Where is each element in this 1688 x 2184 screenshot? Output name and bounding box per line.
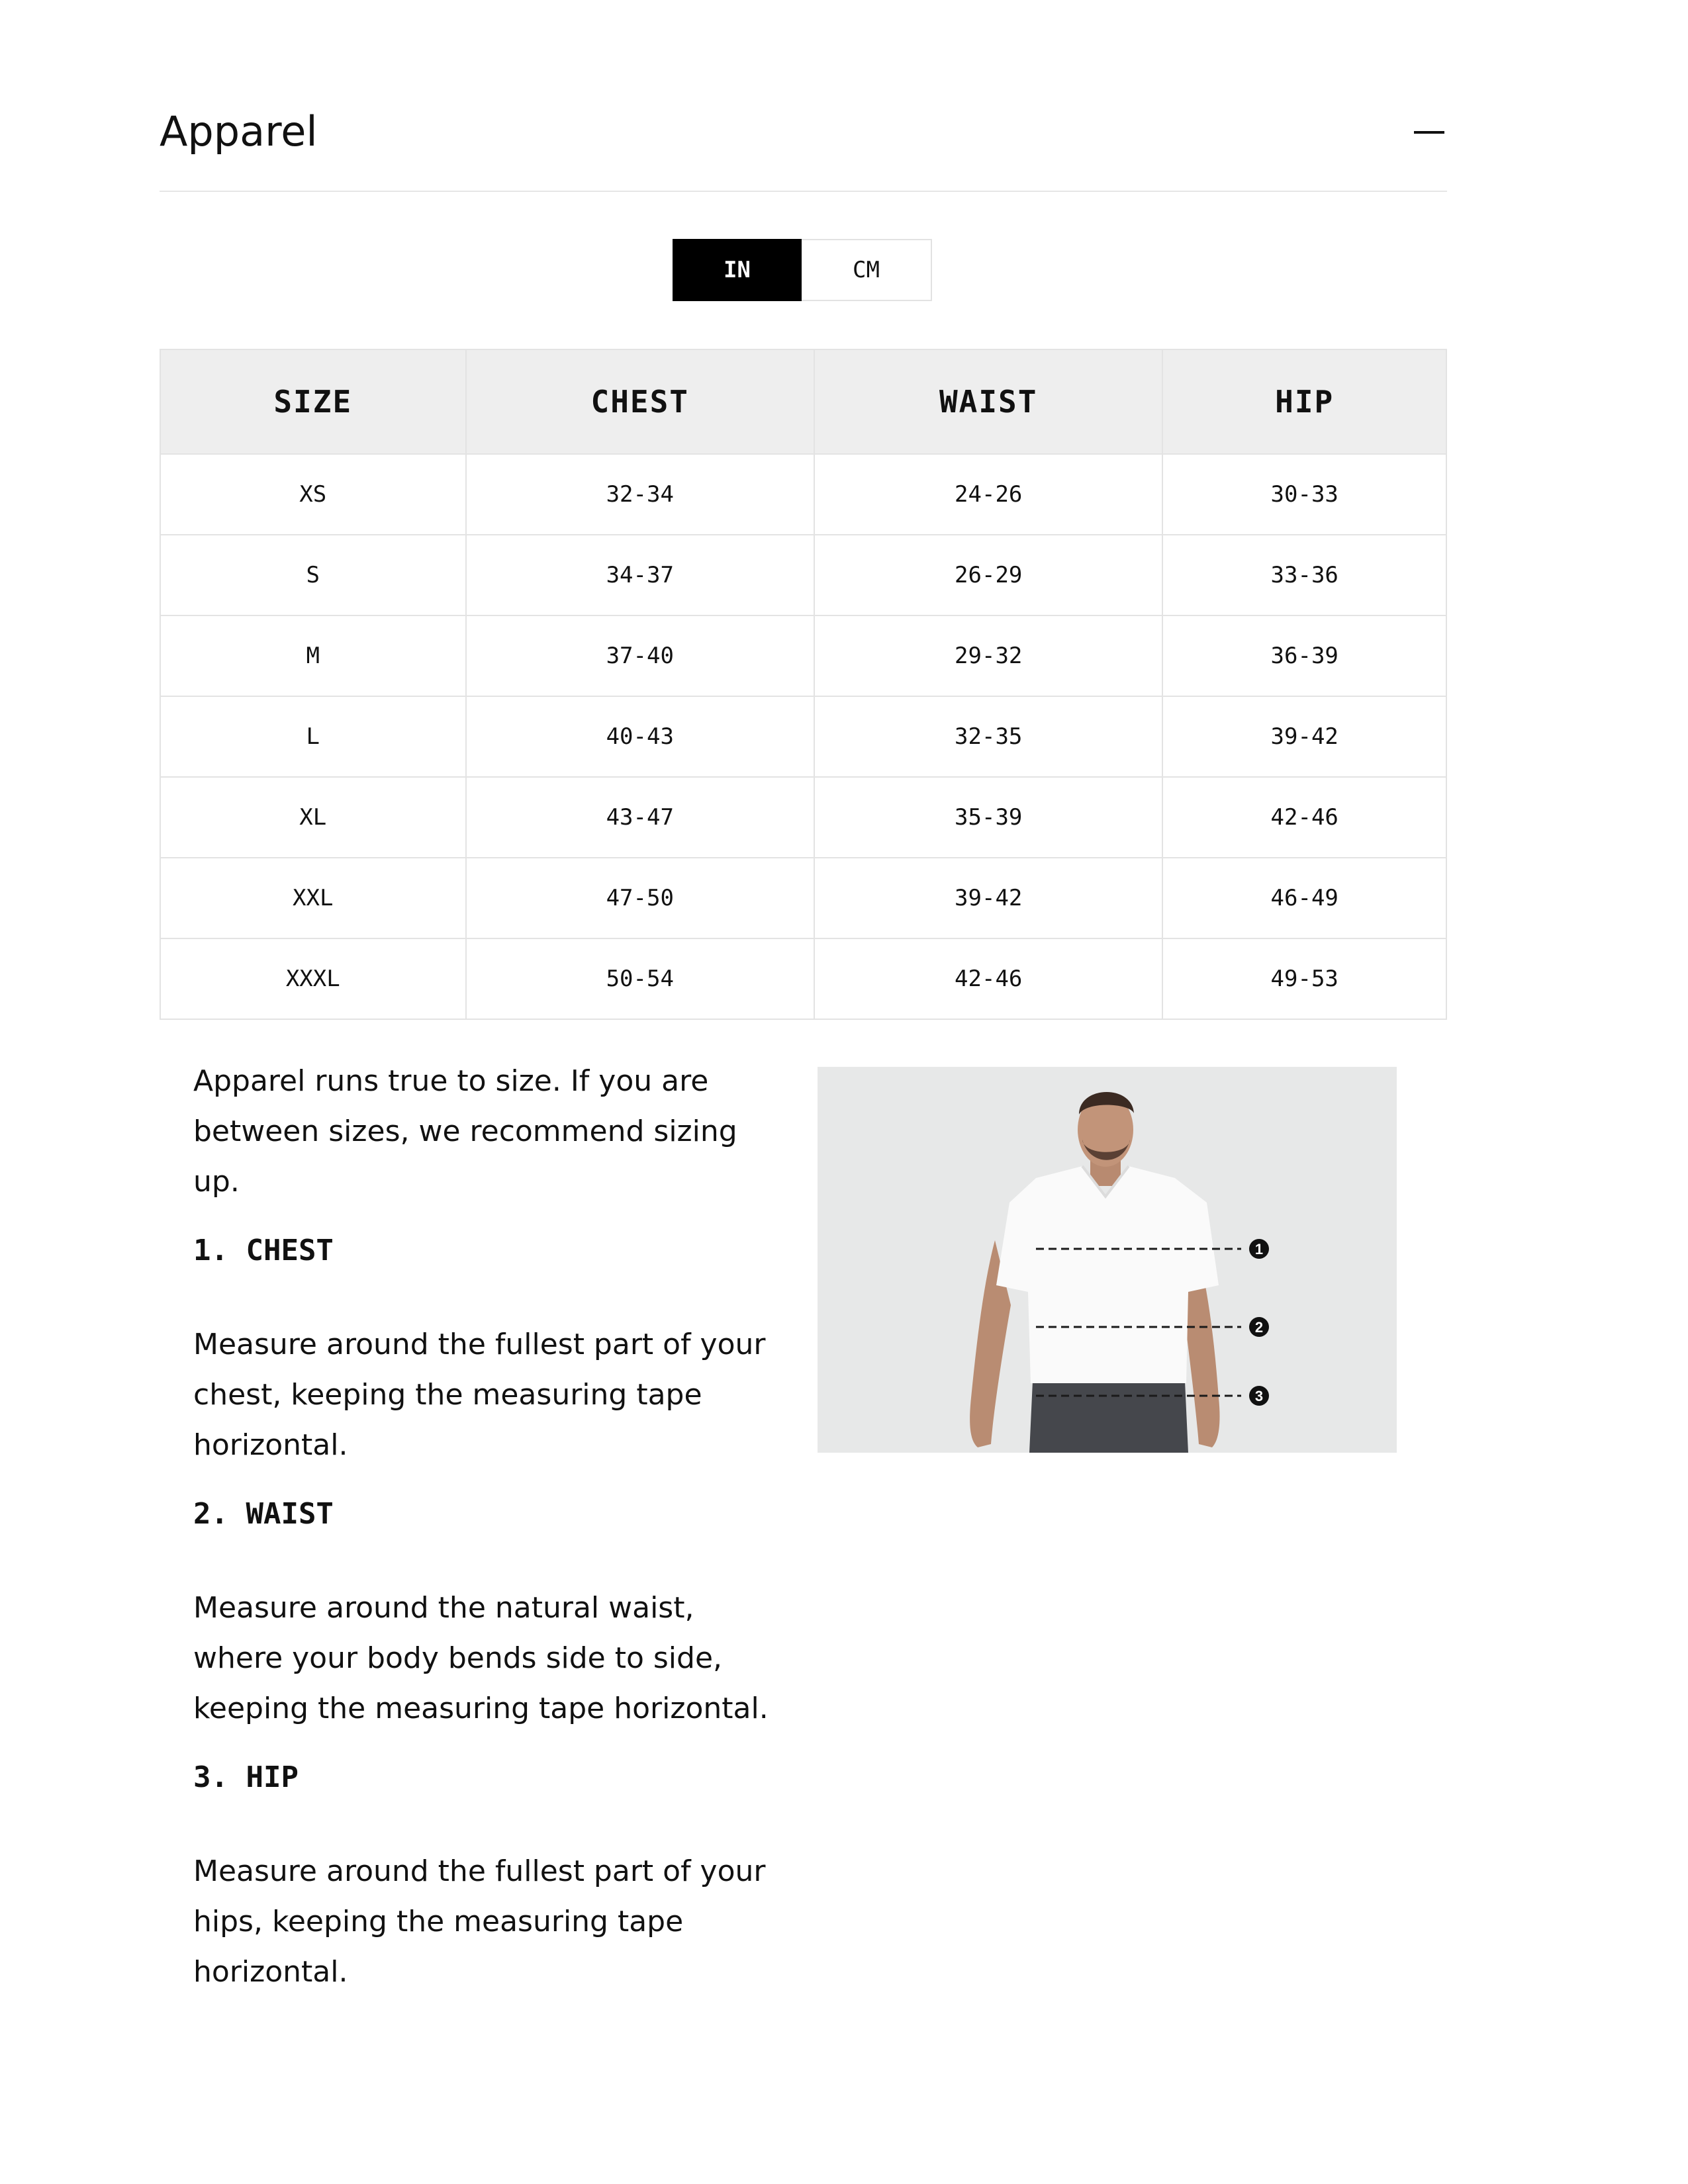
chest-cell: 32-34 [466, 454, 814, 535]
table-row [160, 454, 1446, 535]
svg-text:3: 3 [1254, 1388, 1264, 1404]
step-description-chest: Measure around the fullest part of your chest, keeping the measuring tape horizontal. [193, 1328, 766, 1462]
waist-cell: 24-26 [814, 454, 1162, 535]
accordion-header[interactable] [160, 93, 1447, 192]
marker-1 [1249, 1239, 1269, 1259]
chest-cell: 37-40 [466, 615, 814, 696]
table-row [160, 615, 1446, 696]
size-cell: XL [160, 777, 466, 858]
chest-cell: 34-37 [466, 535, 814, 615]
step-title-hip: 3. HIP [193, 1760, 299, 1794]
step-title-chest: 1. CHEST [193, 1234, 334, 1267]
hip-cell: 46-49 [1162, 858, 1446, 938]
hip-cell: 30-33 [1162, 454, 1446, 535]
table-header-row [160, 349, 1446, 454]
table-row [160, 938, 1446, 1019]
hip-cell: 39-42 [1162, 696, 1446, 777]
size-cell: XXL [160, 858, 466, 938]
hip-cell: 33-36 [1162, 535, 1446, 615]
column-header-waist: WAIST [814, 349, 1162, 454]
step-description-hip: Measure around the fullest part of your hips, keeping the measuring tape horizontal. [193, 1854, 766, 1989]
model-illustration [818, 1067, 1397, 1453]
size-cell: XXXL [160, 938, 466, 1019]
size-cell: S [160, 535, 466, 615]
marker-3 [1249, 1386, 1269, 1406]
marker-2 [1249, 1317, 1269, 1337]
table-row [160, 858, 1446, 938]
waist-cell: 39-42 [814, 858, 1162, 938]
chest-cell: 43-47 [466, 777, 814, 858]
waist-cell: 42-46 [814, 938, 1162, 1019]
unit-centimeters-button[interactable]: CM [802, 240, 931, 300]
hip-cell: 49-53 [1162, 938, 1446, 1019]
waist-cell: 29-32 [814, 615, 1162, 696]
step-description-waist: Measure around the natural waist, where your body bends side to side, keeping the measuring tape horizontal. [193, 1591, 769, 1725]
column-header-size: SIZE [160, 349, 466, 454]
chest-cell: 50-54 [466, 938, 814, 1019]
hip-cell: 36-39 [1162, 615, 1446, 696]
fit-note: Apparel runs true to size. If you are between sizes, we recommend sizing up. [193, 1064, 737, 1199]
svg-text:1: 1 [1254, 1241, 1264, 1257]
size-cell: XS [160, 454, 466, 535]
step-title-waist: 2. WAIST [193, 1497, 334, 1531]
column-header-hip: HIP [1162, 349, 1446, 454]
chest-cell: 47-50 [466, 858, 814, 938]
unit-toggle [673, 239, 932, 301]
waist-cell: 32-35 [814, 696, 1162, 777]
chest-cell: 40-43 [466, 696, 814, 777]
table-row [160, 535, 1446, 615]
size-chart-table [160, 349, 1447, 1020]
waist-cell: 26-29 [814, 535, 1162, 615]
size-cell: M [160, 615, 466, 696]
waist-cell: 35-39 [814, 777, 1162, 858]
table-row [160, 696, 1446, 777]
table-row [160, 777, 1446, 858]
unit-inches-button[interactable]: IN [673, 239, 802, 301]
size-cell: L [160, 696, 466, 777]
column-header-chest: CHEST [466, 349, 814, 454]
model-measurement-photo [818, 1067, 1397, 1453]
measuring-guide [193, 1056, 789, 2021]
svg-text:2: 2 [1254, 1319, 1264, 1336]
hip-cell: 42-46 [1162, 777, 1446, 858]
section-title: Apparel [160, 107, 318, 156]
collapse-minus-icon[interactable] [1414, 131, 1444, 134]
